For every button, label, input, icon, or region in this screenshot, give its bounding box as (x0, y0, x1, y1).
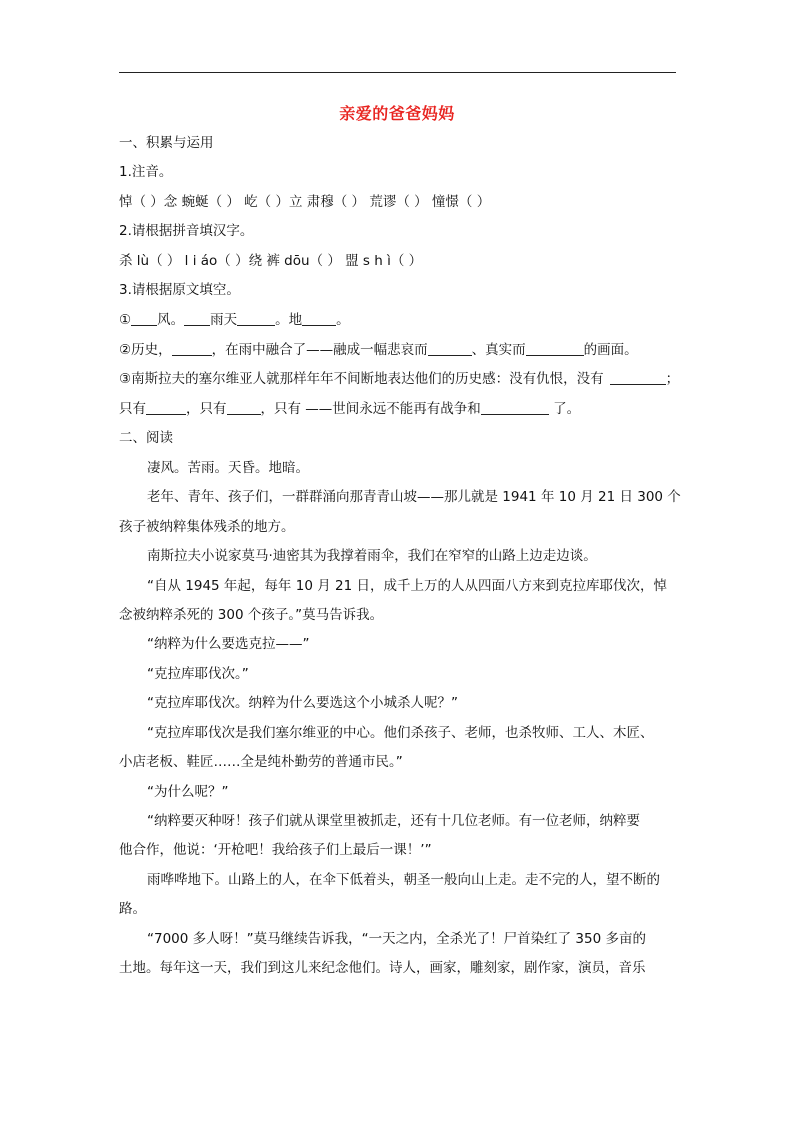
blank-line[interactable] (146, 400, 186, 415)
blank-line[interactable] (172, 341, 212, 356)
fill-text: ① (119, 312, 132, 328)
blank-line[interactable] (526, 341, 584, 356)
section-heading-1: 一、积累与运用 (119, 135, 214, 151)
blank-line[interactable] (610, 370, 666, 385)
fill-text: ②历史， (119, 342, 172, 358)
paragraph-line: 小店老板、鞋匠……全是纯朴勤劳的普通市民。” (119, 754, 403, 770)
section-heading-2: 二、阅读 (119, 430, 173, 446)
blank-line[interactable] (481, 400, 549, 415)
paragraph-line: “克拉库耶伐次。” (147, 666, 249, 682)
paragraph-line: 雨哗哗地下。山路上的人，在伞下低着头，朝圣一般向山上走。走不完的人，望不断的 (147, 872, 660, 888)
paragraph-line: 老年、青年、孩子们，一群群涌向那青青山坡——那儿就是 1941 年 10 月 21 日 300 个 (147, 489, 681, 505)
paragraph-line: “7000 多人呀！”莫马继续告诉我，“一天之内，全杀光了！尸首染红了 350 多亩的 (147, 931, 646, 947)
fill-text: 的画面。 (583, 342, 638, 358)
fill-blank-3-line-2 (119, 399, 580, 419)
paragraph-line: 南斯拉夫小说家莫马·迪密其为我撑着雨伞，我们在窄窄的山路上边走边谈。 (147, 548, 597, 564)
fill-text: ，在雨中融合了——融成一幅悲哀而 (211, 342, 428, 358)
question-2-label: 2.请根据拼音填汉字。 (119, 223, 254, 239)
blank-line[interactable] (131, 311, 157, 326)
question-2-line: 杀 lù（ ） l i áo（ ）绕 裤 dōu（ ） 盟 s h ì（ ） (119, 253, 423, 269)
paragraph-line: “为什么呢？” (147, 784, 229, 800)
paragraph-line: 土地。每年这一天，我们到这儿来纪念他们。诗人，画家，雕刻家，剧作家，演员，音乐 (119, 960, 646, 976)
paragraph-line: 孩子被纳粹集体残杀的地方。 (119, 519, 295, 535)
question-1-label: 1.注音。 (119, 164, 173, 180)
paragraph-line: 他合作，他说：‘开枪吧！我给孩子们上最后一课！’” (119, 842, 432, 858)
question-1-line: 悼（ ）念 蜿蜒（ ） 屹（ ）立 肃穆（ ） 荒谬（ ） 憧憬（ ） (119, 194, 491, 210)
fill-text: 。 (336, 312, 350, 328)
blank-line[interactable] (227, 400, 261, 415)
fill-text: 。地 (275, 312, 303, 328)
fill-text: 了。 (548, 401, 581, 417)
blank-line[interactable] (428, 341, 472, 356)
page-title: 亲爱的爸爸妈妈 (339, 104, 455, 123)
paragraph-line: “克拉库耶伐次。纳粹为什么要选这个小城杀人呢？” (147, 695, 458, 711)
fill-text: 风。 (157, 312, 185, 328)
paragraph-line: 念被纳粹杀死的 300 个孩子。”莫马告诉我。 (119, 607, 384, 623)
fill-text: ； (665, 371, 680, 387)
fill-text: 只有 (119, 401, 146, 417)
fill-blank-1 (119, 310, 350, 330)
fill-text: ，只有 (186, 401, 227, 417)
fill-blank-3-line-1 (119, 369, 679, 389)
fill-text: 、真实而 (471, 342, 526, 358)
blank-line[interactable] (184, 311, 210, 326)
fill-text: ，只有 ——世间永远不能再有战争和 (260, 401, 481, 417)
fill-text: ③南斯拉夫的塞尔维亚人就那样年年不间断地表达他们的历史感：没有仇恨，没有 (119, 371, 604, 387)
paragraph-line: 路。 (119, 901, 146, 917)
paragraph-line: “克拉库耶伐次是我们塞尔维亚的中心。他们杀孩子、老师，也杀牧师、工人、木匠、 (147, 725, 654, 741)
header-rule (119, 72, 676, 73)
fill-blank-2 (119, 340, 638, 360)
fill-text: 雨天 (210, 312, 238, 328)
blank-line[interactable] (302, 311, 336, 326)
paragraph-line: “纳粹要灭种呀！孩子们就从课堂里被抓走，还有十几位老师。有一位老师，纳粹要 (147, 813, 640, 829)
paragraph-line: “纳粹为什么要选克拉——” (147, 636, 310, 652)
blank-line[interactable] (237, 311, 275, 326)
paragraph-line: 凄风。苦雨。天昏。地暗。 (147, 460, 309, 476)
question-3-label: 3.请根据原文填空。 (119, 282, 240, 298)
paragraph-line: “自从 1945 年起，每年 10 月 21 日，成千上万的人从四面八方来到克拉库耶伐次，悼 (147, 578, 667, 594)
